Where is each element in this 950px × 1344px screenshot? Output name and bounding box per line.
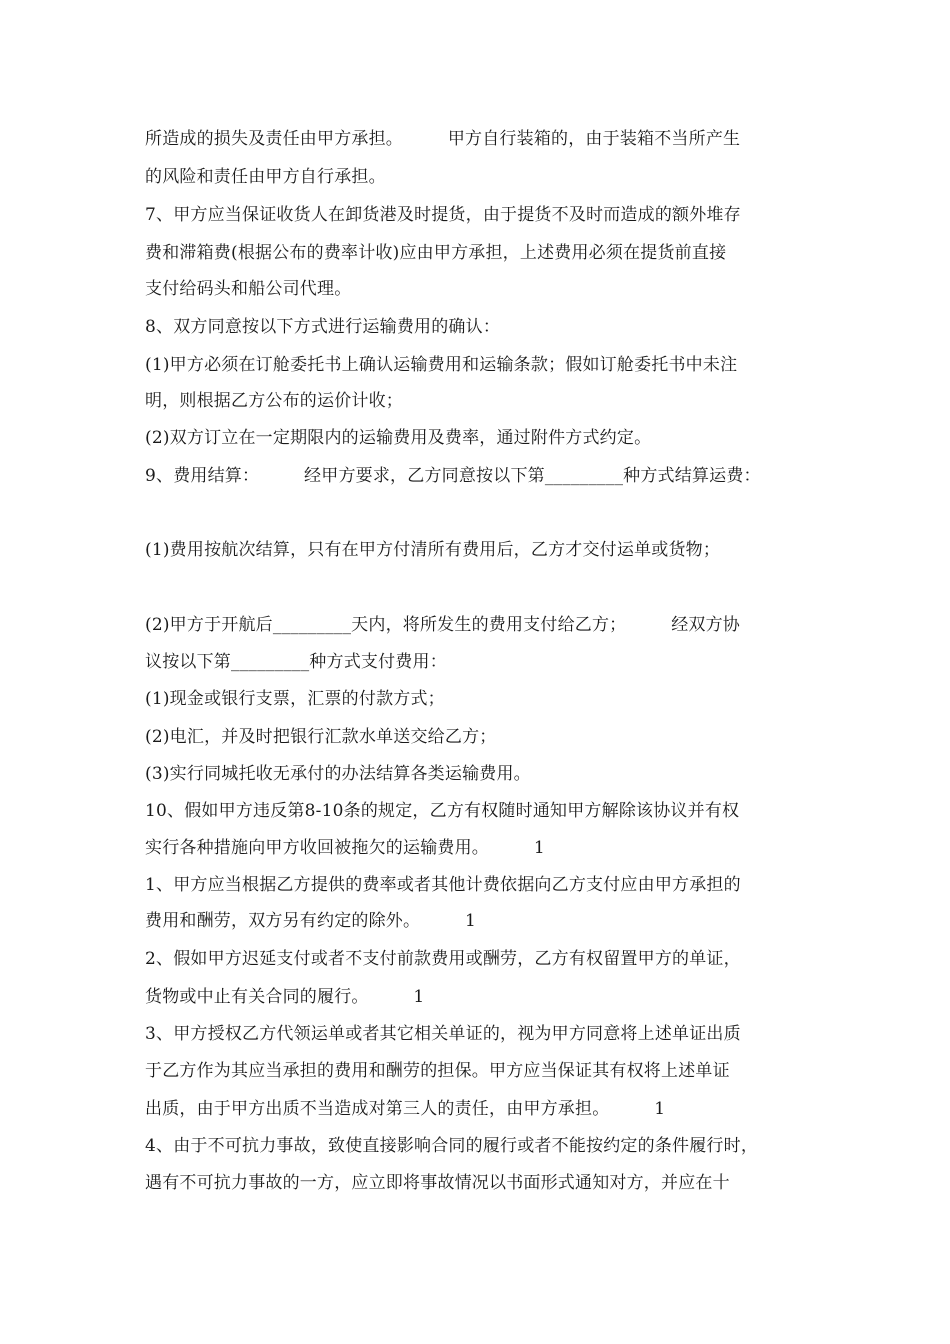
text-line: (2)甲方于开航后_________天内，将所发生的费用支付给乙方； 经双方协 [145, 615, 741, 635]
text-line: (1)甲方必须在订舱委托书上确认运输费用和运输条款；假如订舱委托书中未注 [145, 355, 738, 375]
text-line: 10、假如甲方违反第8-10条的规定，乙方有权随时通知甲方解除该协议并有权 [145, 801, 740, 821]
text-line: 7、甲方应当保证收货人在卸货港及时提货，由于提货不及时而造成的额外堆存 [145, 205, 741, 225]
text-line: 9、费用结算： 经甲方要求，乙方同意按以下第_________种方式结算运费： [145, 466, 761, 486]
text-line: 4、由于不可抗力事故，致使直接影响合同的履行或者不能按约定的条件履行时， [145, 1136, 759, 1156]
text-line: 明，则根据乙方公布的运价计收； [145, 391, 403, 411]
text-line: 货物或中止有关合同的履行。 1 [145, 987, 425, 1007]
text-line: 费和滞箱费(根据公布的费率计收)应由甲方承担，上述费用必须在提货前直接 [145, 243, 727, 263]
text-line: (3)实行同城托收无承付的办法结算各类运输费用。 [145, 764, 531, 784]
text-line: 3、甲方授权乙方代领运单或者其它相关单证的，视为甲方同意将上述单证出质 [145, 1024, 741, 1044]
text-line: 议按以下第_________种方式支付费用： [145, 652, 447, 672]
text-line: (1)费用按航次结算，只有在甲方付清所有费用后，乙方才交付运单或货物； [145, 540, 721, 560]
text-line: 费用和酬劳，双方另有约定的除外。 1 [145, 911, 477, 931]
text-line: 于乙方作为其应当承担的费用和酬劳的担保。甲方应当保证其有权将上述单证 [145, 1061, 730, 1081]
text-line: 2、假如甲方迟延支付或者不支付前款费用或酬劳，乙方有权留置甲方的单证， [145, 949, 741, 969]
text-line: 出质，由于甲方出质不当造成对第三人的责任，由甲方承担。 1 [145, 1099, 666, 1119]
text-line: 遇有不可抗力事故的一方，应立即将事故情况以书面形式通知对方，并应在十 [145, 1173, 730, 1193]
text-line: 所造成的损失及责任由甲方承担。 甲方自行装箱的，由于装箱不当所产生 [145, 129, 741, 149]
text-line: (2)双方订立在一定期限内的运输费用及费率，通过附件方式约定。 [145, 428, 652, 448]
text-line: 1、甲方应当根据乙方提供的费率或者其他计费依据向乙方支付应由甲方承担的 [145, 875, 741, 895]
text-line: 的风险和责任由甲方自行承担。 [145, 167, 386, 187]
text-line: 支付给码头和船公司代理。 [145, 279, 352, 299]
text-line: (1)现金或银行支票，汇票的付款方式； [145, 689, 445, 709]
text-line: (2)电汇，并及时把银行汇款水单送交给乙方； [145, 727, 497, 747]
text-line: 实行各种措施向甲方收回被拖欠的运输费用。 1 [145, 838, 545, 858]
text-line: 8、双方同意按以下方式进行运输费用的确认： [145, 317, 501, 337]
